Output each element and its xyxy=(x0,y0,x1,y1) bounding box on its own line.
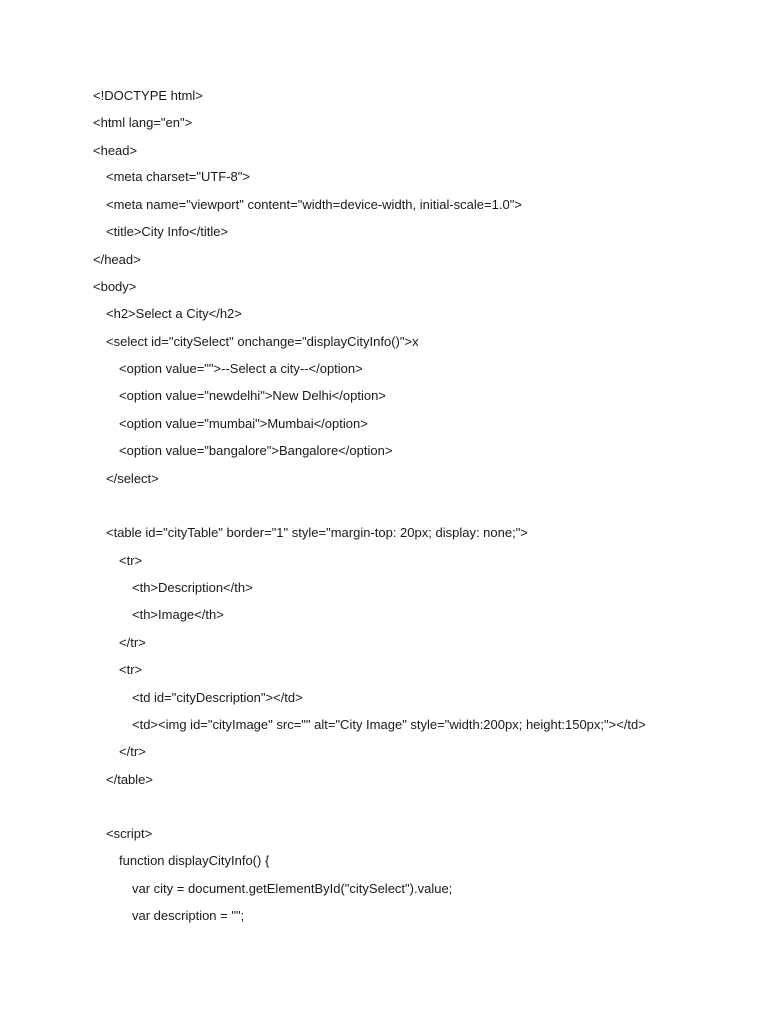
code-line: <h2>Select a City</h2> xyxy=(106,306,242,321)
code-line: </head> xyxy=(93,252,141,267)
code-line: <head> xyxy=(93,143,138,158)
code-line: <select id="citySelect" onchange="displayCityInfo()">x xyxy=(106,334,419,349)
code-line: </tr> xyxy=(119,744,146,759)
code-line: <body> xyxy=(93,279,137,294)
code-line: <option value="">--Select a city--</option> xyxy=(119,361,363,376)
code-line: </table> xyxy=(106,772,153,787)
code-line: <table id="cityTable" border="1" style="margin-top: 20px; display: none;"> xyxy=(106,525,528,540)
code-line: <th>Image</th> xyxy=(132,607,224,622)
code-line: var city = document.getElementById("citySelect").value; xyxy=(132,881,453,896)
code-line: <meta name="viewport" content="width=device-width, initial-scale=1.0"> xyxy=(106,197,522,212)
code-line: <!DOCTYPE html> xyxy=(93,88,203,103)
code-line: <script> xyxy=(106,826,153,841)
code-line: <html lang="en"> xyxy=(93,115,193,130)
code-line: <option value="newdelhi">New Delhi</option> xyxy=(119,388,386,403)
code-line: <th>Description</th> xyxy=(132,580,253,595)
code-line: var description = ""; xyxy=(132,908,245,923)
code-line: </tr> xyxy=(119,635,146,650)
code-line: <title>City Info</title> xyxy=(106,224,229,239)
code-line: function displayCityInfo() { xyxy=(119,853,270,868)
code-line: </select> xyxy=(106,471,159,486)
code-line: <tr> xyxy=(119,662,143,677)
code-line: <tr> xyxy=(119,553,143,568)
code-line: <td><img id="cityImage" src="" alt="City Image" style="width:200px; height:150px;"></td> xyxy=(132,717,646,732)
code-line: <option value="mumbai">Mumbai</option> xyxy=(119,416,368,431)
code-line: <td id="cityDescription"></td> xyxy=(132,690,303,705)
code-line: <meta charset="UTF-8"> xyxy=(106,169,250,184)
code-line: <option value="bangalore">Bangalore</option> xyxy=(119,443,393,458)
